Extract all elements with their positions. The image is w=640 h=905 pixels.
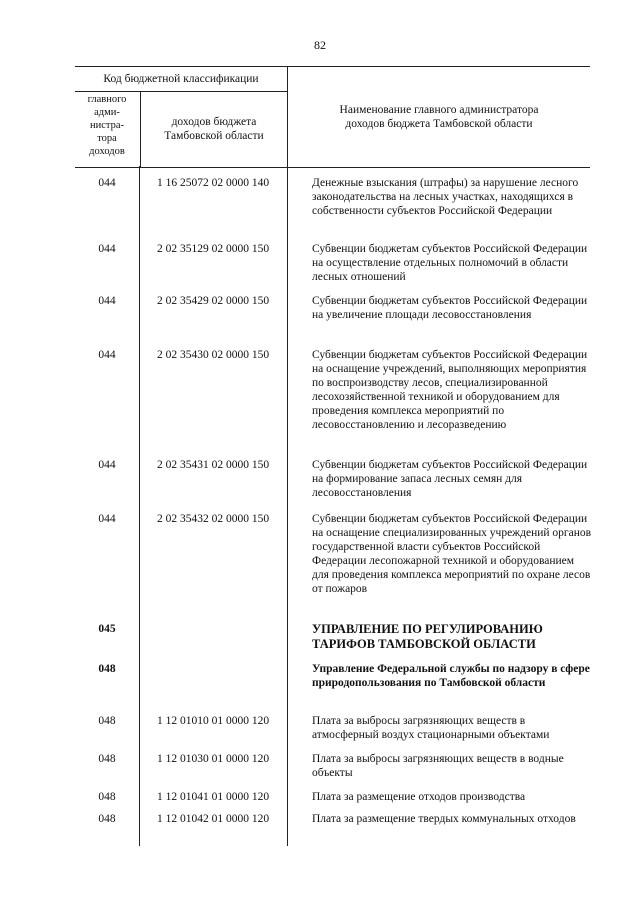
admin-name: Плата за выбросы загрязняющих веществ в атмосферный воздух стационарными объектами (312, 715, 550, 741)
revenue-code: 2 02 35432 02 0000 150 (156, 513, 270, 525)
admin-name: Плата за выбросы загрязняющих веществ в водные объекты (312, 753, 564, 779)
admin-code: 048 (98, 715, 116, 727)
admin-code: 044 (98, 349, 116, 361)
header-main-admin (75, 93, 139, 167)
admin-name: Субвенции бюджетам субъектов Российской Федерации на увеличение площади лесовосстановления (312, 295, 588, 321)
header-code-group: Код бюджетной классификации (75, 67, 288, 92)
revenue-code: 2 02 35430 02 0000 150 (156, 349, 270, 361)
admin-code: 048 (98, 753, 116, 765)
header-admin-name-label: Наименование главного администратора доходов бюджета Тамбовской области (339, 104, 539, 130)
column-divider-right (287, 166, 288, 846)
admin-code: 048 (98, 663, 116, 675)
admin-code: 048 (98, 791, 116, 803)
admin-code: 048 (98, 813, 116, 825)
admin-name: Плата за размещение твердых коммунальных отходов (312, 813, 576, 825)
revenue-code: 1 12 01042 01 0000 120 (156, 813, 270, 825)
revenue-code: 2 02 35129 02 0000 150 (156, 243, 270, 255)
page-number: 82 (314, 38, 326, 52)
admin-code: 044 (98, 243, 116, 255)
revenue-code: 1 12 01030 01 0000 120 (156, 753, 270, 765)
admin-code: 044 (98, 295, 116, 307)
admin-code: 045 (98, 623, 116, 635)
column-divider-left (139, 166, 140, 846)
header-admin-name (288, 67, 590, 167)
revenue-code: 1 12 01010 01 0000 120 (156, 715, 270, 727)
admin-code: 044 (98, 177, 116, 189)
header-main-admin-label: главного адми- нистра- тора доходов (87, 94, 127, 157)
admin-name: Субвенции бюджетам субъектов Российской Федерации на оснащение специализированных учреждений органов государственной власти субъектов Российской Федерации лесопожарной техникой и оборудованием для проведения комплекса мероприятий по охране лесов от пожаров (312, 513, 592, 595)
header-revenue-code (140, 91, 288, 167)
table-header (75, 66, 590, 168)
admin-name: Субвенции бюджетам субъектов Российской Федерации на осуществление отдельных полномочий в области лесных отношений (312, 243, 588, 283)
admin-code: 044 (98, 513, 116, 525)
revenue-code: 1 16 25072 02 0000 140 (156, 177, 270, 189)
revenue-code: 1 12 01041 01 0000 120 (156, 791, 270, 803)
admin-name: Субвенции бюджетам субъектов Российской Федерации на формирование запаса лесных семян для лесовосстановления (312, 459, 588, 499)
admin-name: Плата за размещение отходов производства (312, 791, 526, 803)
revenue-code: 2 02 35431 02 0000 150 (156, 459, 270, 471)
admin-code: 044 (98, 459, 116, 471)
admin-name: Управление Федеральной службы по надзору в сфере природопользования по Тамбовской области (312, 663, 590, 689)
admin-name: Денежные взыскания (штрафы) за нарушение лесного законодательства на лесных участках, находящихся в собственности субъектов Российской Федерации (312, 177, 579, 217)
admin-name: УПРАВЛЕНИЕ ПО РЕГУЛИРОВАНИЮ ТАРИФОВ ТАМБОВСКОЙ ОБЛАСТИ (312, 622, 543, 651)
admin-name: Субвенции бюджетам субъектов Российской Федерации на оснащение учреждений, выполняющих мероприятия по воспроизводству лесов, специализированной лесохозяйственной техникой и оборудованием для проведения комплекса мероприятий по лесовосстановлению и лесоразведению (312, 349, 588, 431)
header-revenue-label: доходов бюджета Тамбовской области (164, 116, 264, 142)
revenue-code: 2 02 35429 02 0000 150 (156, 295, 270, 307)
